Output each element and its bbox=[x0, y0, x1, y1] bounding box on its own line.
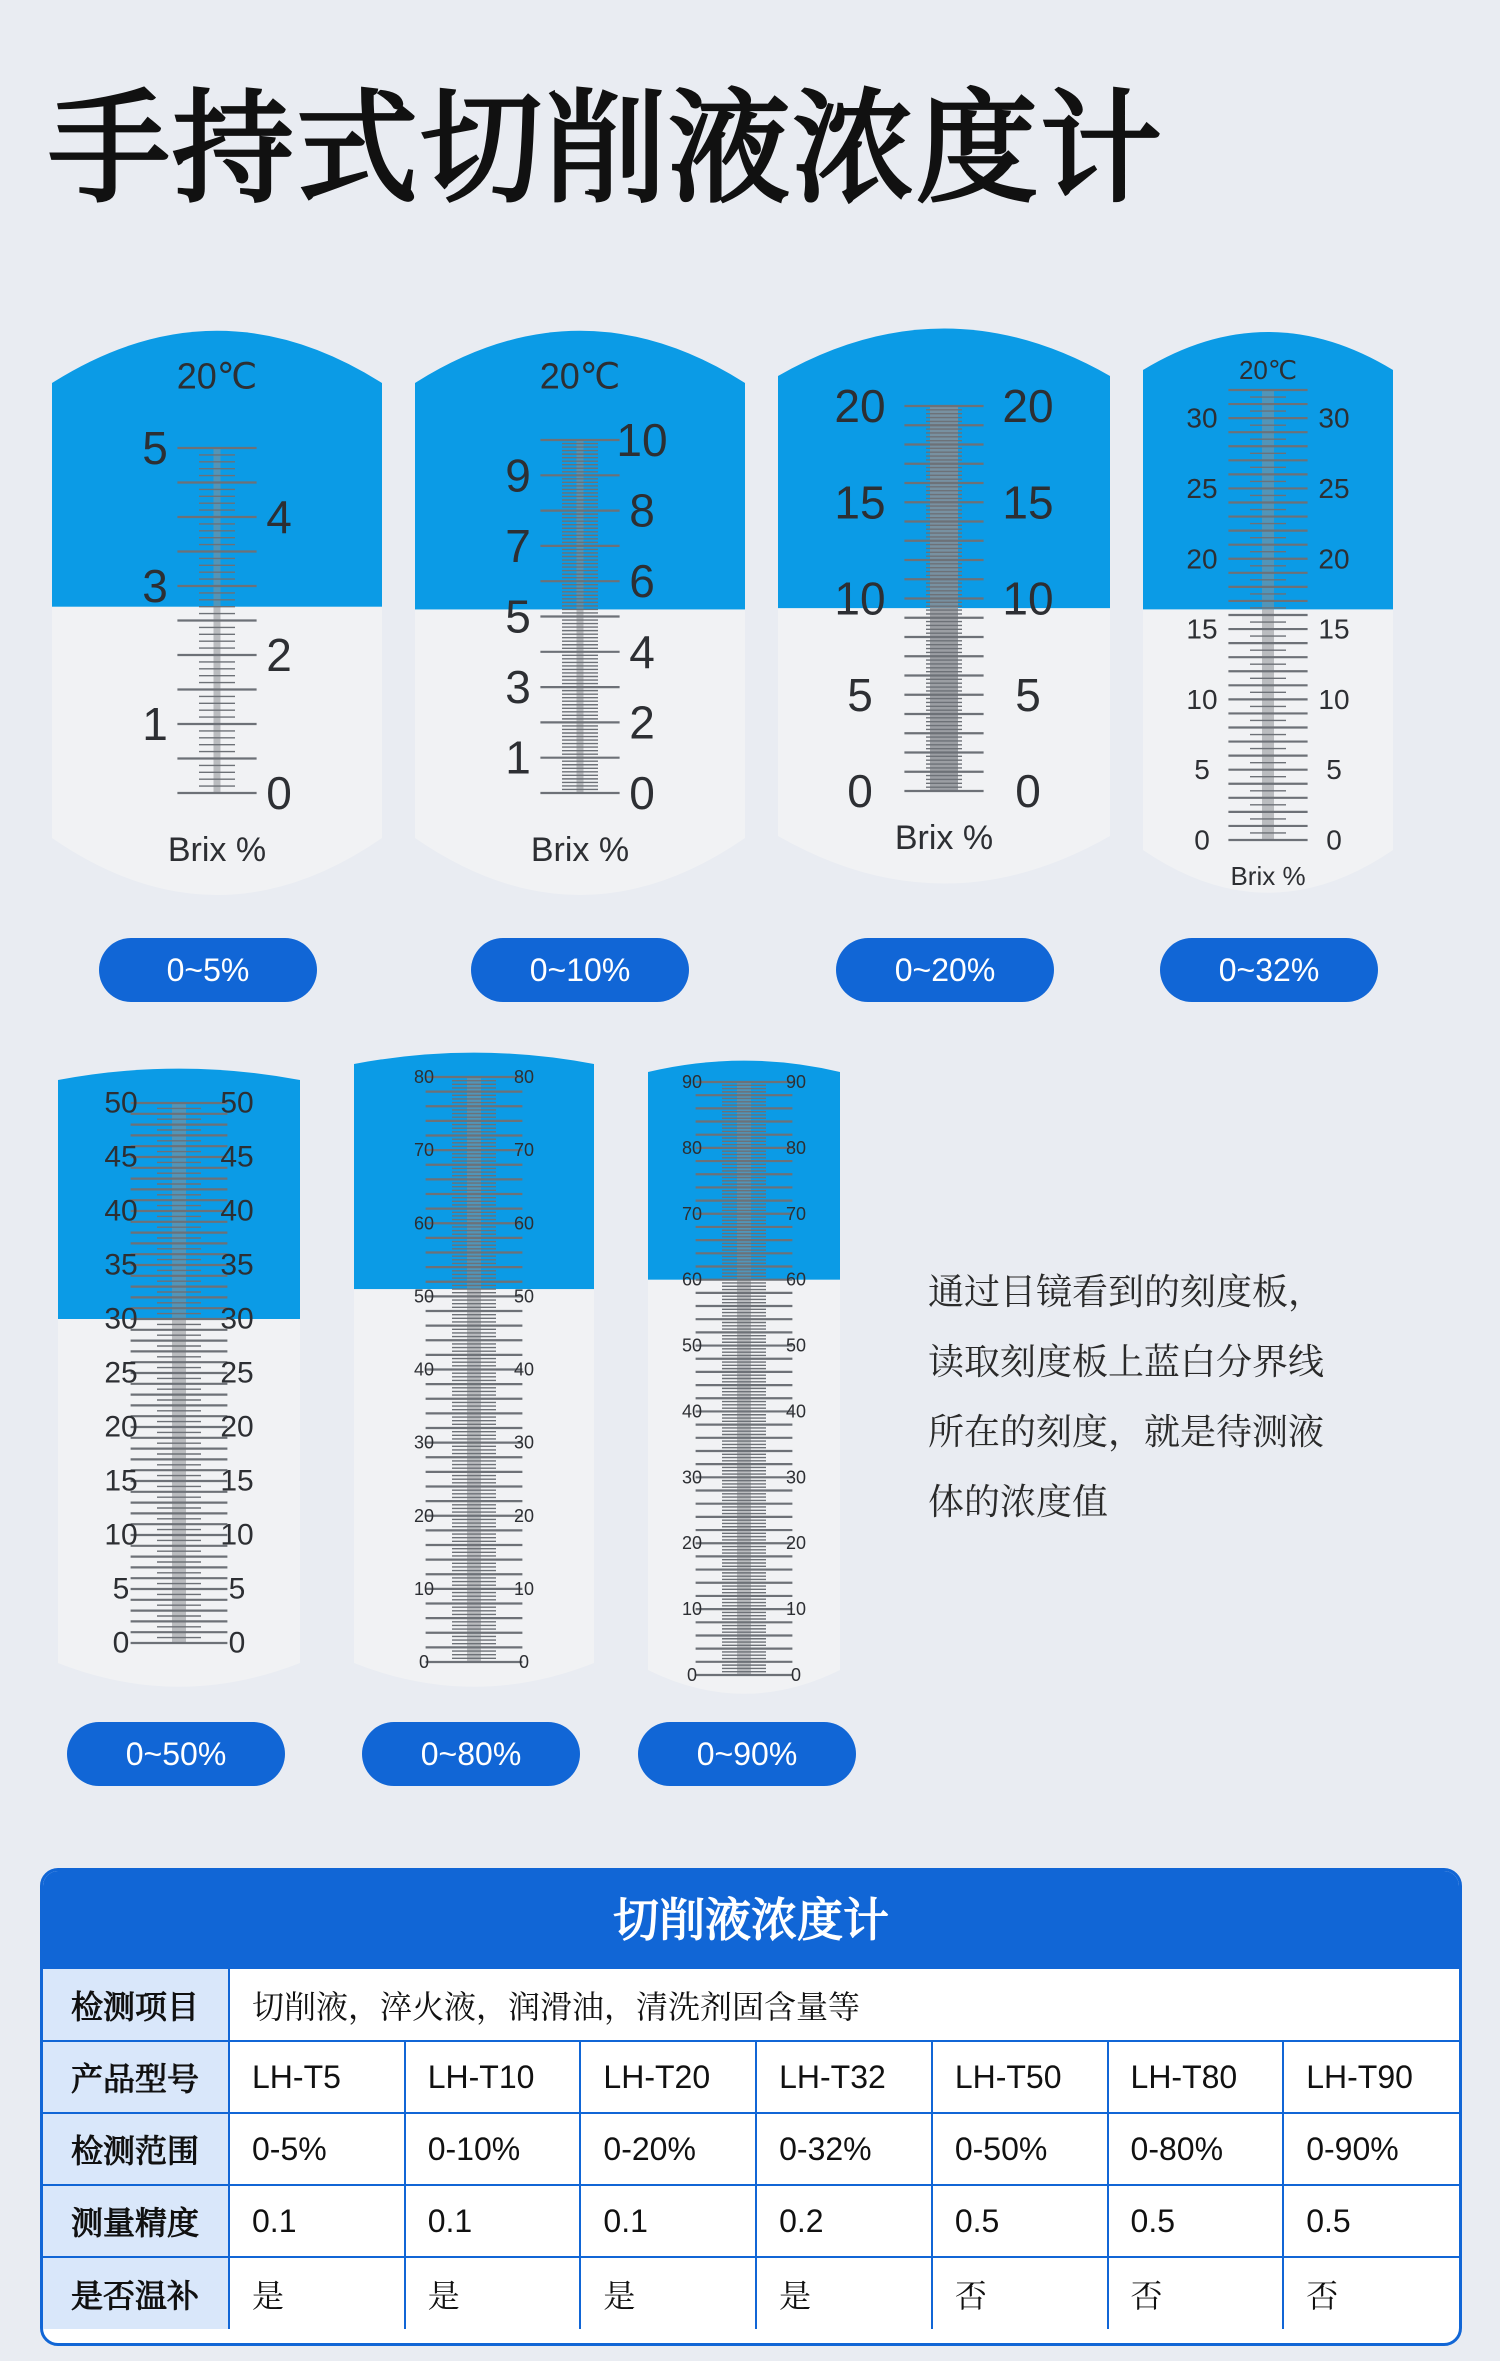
scale-label-left: 5 bbox=[1194, 754, 1210, 786]
table-cell: 是 bbox=[756, 2257, 932, 2329]
scale-label-right: 50 bbox=[513, 1286, 535, 1307]
table-cell: LH-T32 bbox=[756, 2041, 932, 2113]
table-cell: LH-T90 bbox=[1283, 2041, 1459, 2113]
table-cell: 0-5% bbox=[229, 2113, 405, 2185]
table-cell: 0.1 bbox=[229, 2185, 405, 2257]
scale-label-left: 7 bbox=[505, 519, 531, 572]
scale-label-right: 90 bbox=[785, 1072, 807, 1092]
scale-label-left: 15 bbox=[1186, 613, 1218, 645]
scale-label-left: 0 bbox=[1194, 824, 1210, 856]
scale-label-right: 20 bbox=[785, 1533, 807, 1554]
scale-label-right: 20 bbox=[1002, 380, 1054, 432]
scale-label-right: 35 bbox=[220, 1248, 254, 1282]
scale-label-left: 70 bbox=[681, 1203, 703, 1224]
scale-label-left: 40 bbox=[681, 1401, 703, 1422]
table-row bbox=[43, 1969, 1459, 2041]
range-badge-0-80: 0~80% bbox=[362, 1722, 580, 1786]
scale-label-left: 3 bbox=[505, 661, 531, 714]
scale-label-left: 0 bbox=[112, 1626, 130, 1660]
scale-label-right: 2 bbox=[629, 696, 655, 749]
scale-label-right: 70 bbox=[513, 1140, 535, 1161]
row-header: 测量精度 bbox=[43, 2185, 229, 2257]
scale-label-right: 40 bbox=[513, 1359, 535, 1380]
scale-label-right: 50 bbox=[785, 1335, 807, 1356]
scale-label-right: 0 bbox=[228, 1626, 246, 1660]
scale-label-right: 50 bbox=[220, 1086, 254, 1120]
scale-label-left: 10 bbox=[834, 572, 886, 625]
scale-label-left: 50 bbox=[681, 1335, 703, 1356]
page-title: 手持式切削液浓度计 bbox=[48, 78, 1164, 220]
scale-label-right: 80 bbox=[785, 1137, 807, 1158]
table-cell: 0.5 bbox=[932, 2185, 1108, 2257]
table-cell: 0-90% bbox=[1283, 2113, 1459, 2185]
table-cell: 否 bbox=[1283, 2257, 1459, 2329]
scale-label-left: 10 bbox=[413, 1578, 435, 1599]
range-badge-0-50: 0~50% bbox=[67, 1722, 285, 1786]
scale-label-right: 30 bbox=[785, 1467, 807, 1488]
scale-label-left: 50 bbox=[413, 1286, 435, 1307]
scale-label-right: 4 bbox=[629, 625, 655, 678]
scale-label-right: 4 bbox=[266, 491, 292, 543]
scale-label-left: 60 bbox=[681, 1269, 703, 1290]
scale-label-right: 0 bbox=[629, 767, 655, 819]
scale-label-right: 15 bbox=[1002, 476, 1054, 529]
row-header: 产品型号 bbox=[43, 2041, 229, 2113]
table-row bbox=[43, 2041, 1459, 2113]
scale-label-right: 5 bbox=[1015, 668, 1041, 721]
scale-label-right: 10 bbox=[785, 1599, 807, 1620]
table-cell: LH-T10 bbox=[405, 2041, 581, 2113]
table-cell: 是 bbox=[229, 2257, 405, 2329]
scale-label-left: 20 bbox=[834, 380, 886, 432]
table-cell: 否 bbox=[1108, 2257, 1284, 2329]
range-badge-0-32: 0~32% bbox=[1160, 938, 1378, 1002]
scale-label-left: 15 bbox=[104, 1464, 138, 1498]
table-cell: 0.2 bbox=[756, 2185, 932, 2257]
table-cell: LH-T5 bbox=[229, 2041, 405, 2113]
scale-label-right: 20 bbox=[513, 1505, 535, 1526]
scale-label-left: 5 bbox=[112, 1572, 130, 1606]
scale-label-left: 20 bbox=[681, 1533, 703, 1554]
table-cell: 0.5 bbox=[1108, 2185, 1284, 2257]
instruction-line: 读取刻度板上蓝白分界线 bbox=[928, 1342, 1325, 1383]
scale-label-left: 40 bbox=[413, 1359, 435, 1380]
scale-label-left: 45 bbox=[104, 1140, 138, 1174]
row-header: 检测范围 bbox=[43, 2113, 229, 2185]
scale-label-left: 90 bbox=[681, 1072, 703, 1092]
range-badge-0-10: 0~10% bbox=[471, 938, 689, 1002]
scale-label-right: 15 bbox=[220, 1464, 254, 1498]
refractometer-scale-0-32 bbox=[1143, 330, 1393, 895]
scale-label-left: 0 bbox=[418, 1652, 430, 1672]
scale-label-right: 60 bbox=[785, 1269, 807, 1290]
refractometer-scale-0-10 bbox=[415, 328, 745, 898]
scale-label-left: 80 bbox=[413, 1067, 435, 1087]
temperature-label: 20℃ bbox=[176, 355, 258, 397]
scale-label-left: 30 bbox=[413, 1432, 435, 1453]
reading-instructions bbox=[928, 1258, 1388, 1538]
range-badge-0-20: 0~20% bbox=[836, 938, 1054, 1002]
refractometer-scale-0-90 bbox=[648, 1060, 840, 1695]
scale-label-left: 20 bbox=[413, 1505, 435, 1526]
scale-label-right: 20 bbox=[220, 1410, 254, 1444]
instruction-line: 所在的刻度，就是待测液 bbox=[928, 1412, 1325, 1453]
scale-label-right: 10 bbox=[616, 414, 668, 466]
temperature-label: 20℃ bbox=[539, 355, 621, 397]
scale-label-right: 45 bbox=[220, 1140, 254, 1174]
scale-label-left: 80 bbox=[681, 1137, 703, 1158]
refractometer-scale-0-80 bbox=[354, 1052, 594, 1688]
table-cell: 切削液，淬火液，润滑油，清洗剂固含量等 bbox=[229, 1969, 1459, 2041]
scale-label-left: 5 bbox=[847, 668, 873, 721]
scale-label-right: 25 bbox=[220, 1356, 254, 1390]
scale-label-right: 0 bbox=[266, 767, 292, 819]
table-cell: 0-32% bbox=[756, 2113, 932, 2185]
table-row bbox=[43, 2185, 1459, 2257]
scale-label-left: 30 bbox=[1186, 402, 1218, 434]
table-cell: 0.1 bbox=[405, 2185, 581, 2257]
table-cell: LH-T80 bbox=[1108, 2041, 1284, 2113]
scale-label-left: 10 bbox=[104, 1518, 138, 1552]
scale-label-left: 5 bbox=[505, 590, 531, 643]
scale-label-right: 80 bbox=[513, 1067, 535, 1087]
scale-label-right: 0 bbox=[790, 1665, 802, 1685]
scale-label-left: 30 bbox=[681, 1467, 703, 1488]
scale-label-left: 25 bbox=[1186, 472, 1218, 504]
scale-label-left: 40 bbox=[104, 1194, 138, 1228]
scale-label-left: 15 bbox=[834, 476, 886, 529]
scale-label-right: 70 bbox=[785, 1203, 807, 1224]
scale-label-right: 2 bbox=[266, 629, 292, 681]
scale-label-right: 25 bbox=[1318, 472, 1350, 504]
temperature-label: 20℃ bbox=[1238, 355, 1298, 385]
table-cell: 0.1 bbox=[580, 2185, 756, 2257]
range-badge-0-5: 0~5% bbox=[99, 938, 317, 1002]
scale-label-left: 70 bbox=[413, 1140, 435, 1161]
range-badge-0-90: 0~90% bbox=[638, 1722, 856, 1786]
scale-label-left: 20 bbox=[1186, 543, 1218, 575]
table-cell: 是 bbox=[580, 2257, 756, 2329]
scale-label-left: 0 bbox=[847, 765, 873, 817]
table-cell: 0-80% bbox=[1108, 2113, 1284, 2185]
scale-label-left: 0 bbox=[686, 1665, 698, 1685]
table-cell: 否 bbox=[932, 2257, 1108, 2329]
table-row bbox=[43, 2257, 1459, 2329]
scale-label-left: 9 bbox=[505, 449, 531, 502]
scale-label-left: 1 bbox=[142, 698, 168, 750]
scale-label-right: 15 bbox=[1318, 613, 1350, 645]
scale-label-left: 1 bbox=[505, 731, 531, 784]
scale-label-right: 0 bbox=[518, 1652, 530, 1672]
scale-label-left: 10 bbox=[1186, 683, 1218, 715]
scale-label-left: 50 bbox=[104, 1086, 138, 1120]
scale-label-right: 10 bbox=[513, 1578, 535, 1599]
unit-label: Brix % bbox=[1230, 861, 1306, 891]
row-header: 检测项目 bbox=[43, 1969, 229, 2041]
scale-label-right: 10 bbox=[1002, 572, 1054, 625]
table-cell: 0-50% bbox=[932, 2113, 1108, 2185]
scale-label-left: 30 bbox=[104, 1302, 138, 1336]
scale-label-left: 25 bbox=[104, 1356, 138, 1390]
table-cell: 是 bbox=[405, 2257, 581, 2329]
instruction-line: 体的浓度值 bbox=[928, 1482, 1109, 1523]
scale-label-right: 10 bbox=[1318, 683, 1350, 715]
scale-label-right: 40 bbox=[785, 1401, 807, 1422]
instruction-line: 通过目镜看到的刻度板， bbox=[928, 1272, 1325, 1313]
unit-label: Brix % bbox=[894, 819, 994, 857]
table-cell: LH-T20 bbox=[580, 2041, 756, 2113]
scale-label-right: 20 bbox=[1318, 543, 1350, 575]
spec-panel-title: 切削液浓度计 bbox=[43, 1871, 1459, 1969]
scale-label-left: 35 bbox=[104, 1248, 138, 1282]
scale-label-right: 6 bbox=[629, 555, 655, 608]
scale-label-left: 10 bbox=[681, 1599, 703, 1620]
table-cell: 0-10% bbox=[405, 2113, 581, 2185]
table-cell: 0-20% bbox=[580, 2113, 756, 2185]
scale-label-left: 5 bbox=[142, 422, 168, 474]
refractometer-scale-0-50 bbox=[58, 1068, 300, 1688]
spec-panel bbox=[40, 1868, 1462, 2346]
table-cell: 0.5 bbox=[1283, 2185, 1459, 2257]
refractometer-scale-0-5 bbox=[52, 328, 382, 898]
scale-label-left: 3 bbox=[142, 560, 168, 612]
scale-label-right: 0 bbox=[1326, 824, 1342, 856]
scale-label-right: 5 bbox=[228, 1572, 246, 1606]
spec-table bbox=[43, 1969, 1459, 2329]
refractometer-scale-0-20 bbox=[778, 326, 1110, 886]
scale-label-right: 30 bbox=[513, 1432, 535, 1453]
scale-label-right: 60 bbox=[513, 1213, 535, 1234]
scale-label-left: 20 bbox=[104, 1410, 138, 1444]
scale-label-right: 40 bbox=[220, 1194, 254, 1228]
row-header: 是否温补 bbox=[43, 2257, 229, 2329]
scale-label-right: 30 bbox=[220, 1302, 254, 1336]
table-cell: LH-T50 bbox=[932, 2041, 1108, 2113]
scale-label-right: 0 bbox=[1015, 765, 1041, 817]
table-row bbox=[43, 2113, 1459, 2185]
scale-label-right: 10 bbox=[220, 1518, 254, 1552]
scale-label-right: 5 bbox=[1326, 754, 1342, 786]
scale-label-right: 8 bbox=[629, 484, 655, 537]
unit-label: Brix % bbox=[530, 831, 630, 869]
unit-label: Brix % bbox=[167, 831, 267, 869]
scale-label-right: 30 bbox=[1318, 402, 1350, 434]
scale-label-left: 60 bbox=[413, 1213, 435, 1234]
